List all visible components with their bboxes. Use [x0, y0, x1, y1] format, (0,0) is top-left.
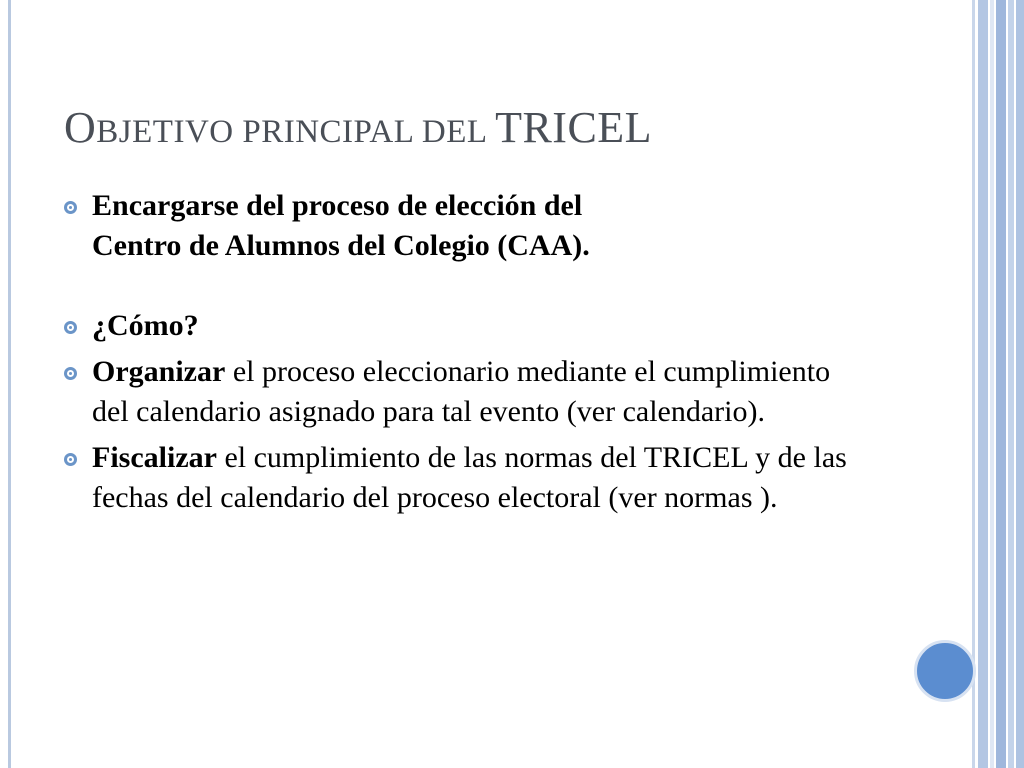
- bullet-text: el cumplimiento de las normas del TRICEL y de las fechas del calendario del proceso electoral (ver normas ).: [92, 441, 847, 514]
- right-decorative-stripes: [972, 0, 1024, 768]
- title-smallcaps: BJETIVO PRINCIPAL DEL: [96, 114, 496, 150]
- bullet-bold-label: Organizar: [92, 355, 226, 388]
- title-tricel: TRICEL: [495, 103, 653, 152]
- bullet-item: [62, 306, 862, 346]
- bullet-icon: [64, 201, 77, 214]
- bullet-icon: [64, 367, 77, 380]
- bullet-text: ¿Cómo?: [92, 309, 199, 342]
- bullet-text: el proceso eleccionario mediante el cumplimiento del calendario asignado para tal evento (ver calendario).: [92, 355, 831, 428]
- bullet-item: [62, 352, 862, 432]
- bullet-bold-label: Fiscalizar: [92, 441, 217, 474]
- bullet-icon: [64, 321, 77, 334]
- bullet-item: [62, 438, 862, 518]
- bullet-list: [62, 186, 862, 518]
- bullet-text-line1: Encargarse del proceso de elección del: [92, 189, 583, 222]
- bullet-icon: [64, 453, 77, 466]
- left-frame-line: [8, 0, 11, 768]
- decorative-circle: [914, 640, 976, 702]
- bullet-text-line2: Centro de Alumnos del Colegio (CAA).: [92, 229, 590, 262]
- slide-title: [64, 102, 652, 153]
- bullet-item: [62, 186, 862, 266]
- title-initial: O: [64, 103, 97, 152]
